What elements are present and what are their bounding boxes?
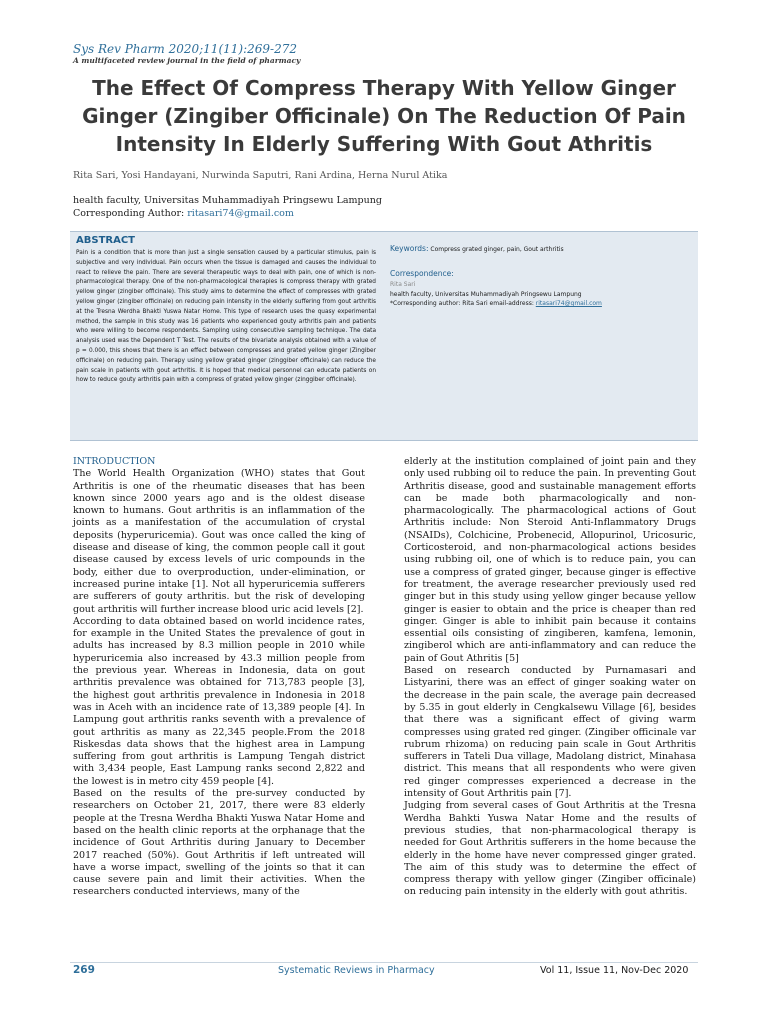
author-list: Rita Sari, Yosi Handayani, Nurwinda Saputri, Rani Ardina, Herna Nurul Atika bbox=[73, 170, 448, 181]
journal-citation: Sys Rev Pharm 2020;11(11):269-272 bbox=[73, 42, 297, 56]
footer-divider bbox=[70, 962, 698, 963]
corresponding-author bbox=[73, 208, 294, 219]
abstract-box bbox=[70, 231, 698, 441]
footer-volume: Vol 11, Issue 11, Nov-Dec 2020 bbox=[540, 965, 689, 976]
keywords bbox=[390, 244, 690, 253]
corresponding-label: Corresponding Author: bbox=[73, 208, 185, 219]
abstract-text: Pain is a condition that is more than just a single sensation caused by a particular stimulus, pain is subjective and very individual. Pain occurs when the tissue is damaged and causes the individual to react to relieve the pain. There are several therapeutic ways to deal with pain, one of which is non-pharmacological therapy. One of the non-pharmacological therapies is compress therapy with grated yellow ginger (zingiber officinale). This study aims to determine the effect of compresses with grated yellow ginger (zingiber officinale) on reducing pain intensity in the elderly suffering from gout arthritis at the Tresna Werdha Bhakti Yuswa Natar Home. This type of research uses the quasy experimental method, the sample in this study was 16 patients who experienced gouty arthritis pain and patients who were willing to become respondents. Sampling using consecutive sampling technique. The data analysis used was the Dependent T Test. The results of the bivariate analysis obtained with a value of p = 0.000, this shows that there is an effect between compresses and grated yellow ginger (Zingiber officinale) on reducing pain. Therapy using yellow grated ginger (zinggiber officinale) can reduce the pain scale in patients with gout arthritis. It is hoped that medical personnel can educate patients on how to reduce gouty arthritis pain with a compress of grated yellow ginger (zinggiber officinale). bbox=[76, 250, 376, 384]
paper-title: The Effect Of Compress Therapy With Yellow Ginger Ginger (Zingiber Officinale) On The Reduction Of Pain Intensity In Elderly Suffering With Gout Athritis bbox=[82, 76, 686, 156]
footer-journal-name: Systematic Reviews in Pharmacy bbox=[278, 965, 435, 976]
section-heading-introduction: INTRODUCTION bbox=[73, 456, 156, 467]
keywords-label: Keywords: bbox=[390, 244, 429, 253]
body-paragraph: According to data obtained based on world incidence rates, for example in the United States the prevalence of gout in adults has increased by 8.3 million people in 2010 while hyperuricemia also increased by 43.3 million people from the previous year. Whereas in Indonesia, data on gout arthritis prevalence was obtained for 713,783 people [3], the highest gout arthritis prevalence in Indonesia in 2018 was in Aceh with an incidence rate of 13,389 people [4]. In Lampung gout arthritis ranks seventh with a prevalence of gout arthritis as many as 22,345 people.From the 2018 Riskesdas data shows that the highest area in Lampung suffering from gout arthritis is Lampung Tengah district with 3,434 people, East Lampung ranks second 2,822 and the lowest is in metro city 459 people [4]. bbox=[73, 615, 365, 787]
body-paragraph: Based on the results of the pre-survey conducted by researchers on October 21, 2017, there were 83 elderly people at the Tresna Werdha Bhakti Yuswa Natar Home and based on the health clinic reports at the orphanage that the incidence of Gout Arthritis during January to December 2017 reached (50%). Gout Arthritis if left untreated will have a worse impact, swelling of the joints so that it can cause severe pain and limit their activities. When the researchers conducted interviews, many of the bbox=[73, 788, 365, 898]
correspondence-email bbox=[390, 300, 602, 307]
body-paragraph: Based on research conducted by Purnamasari and Listyarini, there was an effect of ginger soaking water on the decrease in the pain scale, the average pain decreased by 5.35 in gout elderly in Cengkalsewu Village [6], besides that there was a significant effect of giving warm compresses using grated red ginger. (Zingiber officinale var rubrum rhizoma) on reducing pain scale in Gout Arthritis sufferers in Tateli Dua village, Madolang district, Minahasa district. This means that all respondents who were given red ginger compresses experienced a decrease in the intensity of Gout Arthritis pain [7]. bbox=[404, 665, 696, 800]
correspondence-name: Rita Sari bbox=[390, 281, 416, 288]
abstract-heading: ABSTRACT bbox=[76, 235, 135, 246]
correspondence-email-prefix: *Corresponding author: Rita Sari email-address: bbox=[390, 300, 534, 307]
body-paragraph: The World Health Organization (WHO) states that Gout Arthritis is one of the rheumatic diseases that has been known since 2000 years ago and is the oldest disease known to humans. Gout arthritis is an inflammation of the joints as a manifestation of the accumulation of crystal deposits (hyperuricemia). Gout was once called the king of disease and disease of king, the common people call it gout disease caused by excess levels of uric compounds in the body, either due to overproduction, under-elimination, or increased purine intake [1]. Not all hyperuricemia sufferers are sufferers of gouty arthritis. but the risk of developing gout arthritis will further increase blood uric acid levels [2]. bbox=[73, 468, 365, 615]
body-paragraph: Judging from several cases of Gout Arthritis at the Tresna Werdha Bahkti Yuswa Natar Home and the results of previous studies, that non-pharmacological therapy is needed for Gout Arthritis sufferers in the home because the elderly in the home have never compressed ginger grated. The aim of this study was to determine the effect of compress therapy with yellow ginger (Zingiber officinale) on reducing pain intensity in the elderly with gout athritis. bbox=[404, 800, 696, 898]
body-column-left bbox=[73, 456, 365, 899]
correspondence-heading: Correspondence: bbox=[390, 269, 454, 278]
corresponding-email-link[interactable]: ritasari74@gmail.com bbox=[187, 208, 294, 219]
correspondence-email-link[interactable]: ritasari74@gmail.com bbox=[535, 300, 602, 307]
keywords-text: Compress grated ginger, pain, Gout arthritis bbox=[430, 246, 564, 253]
journal-tagline: A multifaceted review journal in the field of pharmacy bbox=[73, 56, 301, 65]
correspondence-affiliation: health faculty, Universitas Muhammadiyah Pringsewu Lampung bbox=[390, 291, 582, 298]
page-number: 269 bbox=[73, 964, 95, 976]
body-paragraph: elderly at the institution complained of joint pain and they only used rubbing oil to reduce the pain. In preventing Gout Arthritis disease, good and sustainable management efforts can be made both pharmacologically and non-pharmacologically. The pharmacological actions of Gout Arthritis include: Non Steroid Anti-Inflammatory Drugs (NSAIDs), Colchicine, Probenecid, Allopurinol, Uricosuric, Corticosteroid, and non-pharmacological actions besides using rubbing oil, one of which is to reduce pain, you can use a compress of grated ginger, because ginger is effective for treatment, the average researcher previously used red ginger but in this study using yellow ginger because yellow ginger is easier to obtain and the price is cheaper than red ginger. Ginger is able to inhibit pain because it contains essential oils consisting of zingiberen, kamfena, lemonin, zingiberol which are anti-inflammatory and can reduce the pain of Gout Athritis [5] bbox=[404, 456, 696, 664]
affiliation: health faculty, Universitas Muhammadiyah Pringsewu Lampung bbox=[73, 195, 382, 206]
body-column-right bbox=[404, 456, 696, 899]
